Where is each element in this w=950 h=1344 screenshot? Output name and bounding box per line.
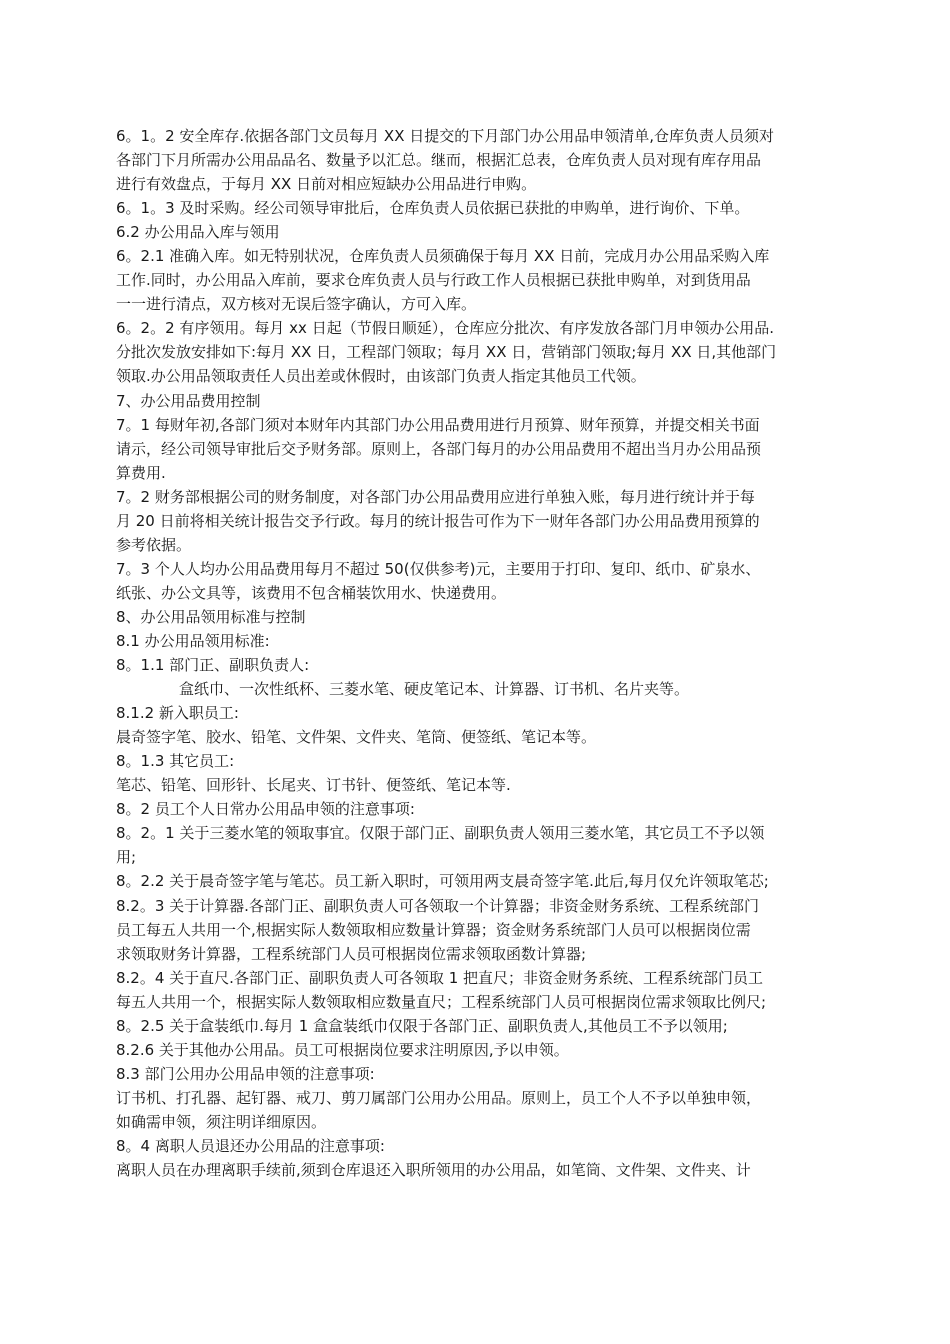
text-line: 各部门下月所需办公用品品名、数量予以汇总。继而，根据汇总表，仓库负责人员对现有库存用品 [116, 151, 762, 170]
text-line: 8.2.6 关于其他办公用品。员工可根据岗位要求注明原因,予以申领。 [116, 1040, 569, 1059]
subsection-heading: 8。4 离职人员退还办公用品的注意事项: [116, 1136, 385, 1155]
section-heading: 7、办公用品费用控制 [116, 391, 261, 410]
text-line: 领取.办公用品领取责任人员出差或休假时，由该部门负责人指定其他员工代领。 [116, 367, 646, 386]
subsection-heading: 8.3 部门公用办公用品申领的注意事项: [116, 1064, 375, 1083]
text-line: 订书机、打孔器、起钉器、戒刀、剪刀属部门公用办公用品。原则上，员工个人不予以单独申领， [116, 1088, 762, 1107]
text-line: 纸张、办公文具等，该费用不包含桶装饮用水、快递费用。 [116, 583, 507, 602]
text-line: 6。2.1 准确入库。如无特别状况，仓库负责人员须确保于每月 XX 日前，完成月办公用品采购入库 [116, 247, 770, 266]
text-line: 用; [116, 848, 137, 867]
text-line: 参考依据。 [116, 535, 192, 554]
text-line: 7。2 财务部根据公司的财务制度，对各部门办公用品费用应进行单独入账，每月进行统计并于每 [116, 487, 755, 506]
section-heading: 8、办公用品领用标准与控制 [116, 607, 306, 626]
text-line: 如确需申领，须注明详细原因。 [116, 1112, 327, 1131]
text-line: 求领取财务计算器，工程系统部门人员可根据岗位需求领取函数计算器; [116, 944, 587, 963]
text-line: 分批次发放安排如下:每月 XX 日，工程部门领取；每月 XX 日，营销部门领取;每月 XX 日,其他部门 [116, 343, 777, 362]
text-line: 离职人员在办理离职手续前,须到仓库退还入职所领用的办公用品，如笔筒、文件架、文件夹、计 [116, 1161, 751, 1180]
text-line: 每五人共用一个，根据实际人数领取相应数量直尺；工程系统部门人员可根据岗位需求领取比例尺; [116, 992, 767, 1011]
text-line: 8.2。3 关于计算器.各部门正、副职负责人可各领取一个计算器；非资金财务系统、工程系统部门 [116, 896, 759, 915]
text-line: 进行有效盘点，于每月 XX 日前对相应短缺办公用品进行申购。 [116, 175, 537, 194]
text-line: 6。1。3 及时采购。经公司领导审批后，仓库负责人员依据已获批的申购单，进行询价、下单。 [116, 199, 750, 218]
subsection-heading: 8。1.1 部门正、副职负责人: [116, 656, 310, 675]
text-line: 6。2。2 有序领用。每月 xx 日起（节假日顺延），仓库应分批次、有序发放各部门月申领办公用品. [116, 319, 774, 338]
section-heading: 6.2 办公用品入库与领用 [116, 223, 280, 242]
text-line: 8.2。4 关于直尺.各部门正、副职负责人可各领取 1 把直尺；非资金财务系统、工程系统部门员工 [116, 968, 764, 987]
text-line: 7。1 每财年初,各部门须对本财年内其部门办公用品费用进行月预算、财年预算，并提交相关书面 [116, 415, 760, 434]
text-line: 晨奇签字笔、胶水、铅笔、文件架、文件夹、笔筒、便签纸、笔记本等。 [116, 728, 597, 747]
document-body [116, 124, 842, 1182]
subsection-heading: 8。1.3 其它员工: [116, 752, 235, 771]
text-line: 员工每五人共用一个,根据实际人数领取相应数量计算器；资金财务系统部门人员可以根据岗位需 [116, 920, 751, 939]
subsection-heading: 8.1 办公用品领用标准: [116, 631, 270, 650]
text-line: 7。3 个人人均办公用品费用每月不超过 50(仅供参考)元，主要用于打印、复印、纸巾、矿泉水、 [116, 559, 761, 578]
text-line: 笔芯、铅笔、回形针、长尾夹、订书针、便签纸、笔记本等. [116, 776, 511, 795]
text-line: 6。1。2 安全库存.依据各部门文员每月 XX 日提交的下月部门办公用品申领清单,仓库负责人员须对 [116, 127, 775, 145]
text-line: 一一进行清点，双方核对无误后签字确认，方可入库。 [116, 295, 477, 314]
text-line: 8。2.2 关于晨奇签字笔与笔芯。员工新入职时，可领用两支晨奇签字笔.此后,每月仅允许领取笔芯; [116, 872, 769, 891]
text-line: 盒纸巾、一次性纸杯、三菱水笔、硬皮笔记本、计算器、订书机、名片夹等。 [179, 680, 690, 699]
subsection-heading: 8。2 员工个人日常办公用品申领的注意事项: [116, 800, 415, 819]
text-line: 月 20 日前将相关统计报告交予行政。每月的统计报告可作为下一财年各部门办公用品费用预算的 [116, 511, 760, 530]
subsection-heading: 8.1.2 新入职员工: [116, 704, 239, 723]
text-line: 8。2。1 关于三菱水笔的领取事宜。仅限于部门正、副职负责人领用三菱水笔，其它员工不予以领 [116, 824, 765, 843]
text-line: 请示，经公司领导审批后交予财务部。原则上，各部门每月的办公用品费用不超出当月办公用品预 [116, 439, 762, 458]
text-line: 算费用. [116, 463, 166, 482]
text-line: 8。2.5 关于盒装纸巾.每月 1 盒盒装纸巾仅限于各部门正、副职负责人,其他员工不予以领用; [116, 1016, 728, 1035]
text-line: 工作.同时，办公用品入库前，要求仓库负责人员与行政工作人员根据已获批申购单，对到货用品 [116, 271, 751, 290]
